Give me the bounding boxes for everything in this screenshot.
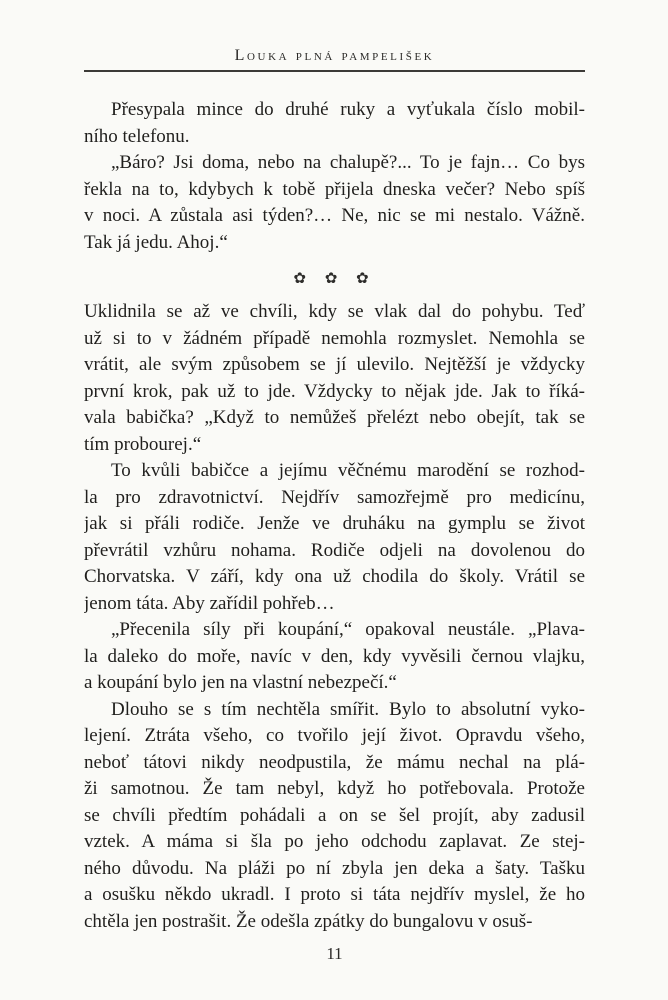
- florette-icon: ✿ ✿ ✿: [293, 269, 376, 287]
- text-line: a osušku někdo ukradl. I proto si táta nejdřív myslel, že ho: [84, 884, 585, 905]
- paragraph: [84, 150, 585, 256]
- text-line: vala babička? „Když to nemůžeš přelézt nebo obejít, tak se: [84, 407, 585, 428]
- paragraph: [84, 97, 585, 150]
- text-line: lejení. Ztráta všeho, co tvořilo její život. Opravdu všeho,: [84, 725, 585, 746]
- text-line: už si to v žádném případě nemohla rozmyslet. Nemohla se: [84, 327, 585, 349]
- text-line: Chorvatska. V září, kdy ona už chodila do školy. Vrátil se: [84, 566, 585, 587]
- text-line: jak si přáli rodiče. Jenže ve druháku na gymplu se život: [84, 513, 585, 534]
- running-header: Louka plná pampelišek: [234, 47, 435, 64]
- text-line: vrátit, ale svým způsobem se jí ulevilo. Nejtěžší je vždycky: [84, 354, 585, 375]
- text-line: „Báro? Jsi doma, nebo na chalupě?... To je fajn… Co bys: [111, 152, 585, 173]
- paragraph: [84, 697, 585, 936]
- text-line: „Přecenila síly při koupání,“ opakoval neustále. „Plava-: [111, 619, 585, 640]
- paragraph: [84, 299, 585, 458]
- text-line: převrátil vzhůru nohama. Rodiče odjeli na dovolenou do: [84, 539, 585, 561]
- header-rule: [84, 70, 585, 72]
- text-line: ži samotnou. Že tam nebyl, když ho potřebovala. Protože: [84, 778, 585, 799]
- text-line: Tak já jedu. Ahoj.“: [84, 231, 228, 253]
- paragraph: [84, 458, 585, 617]
- page-number: 11: [326, 944, 343, 963]
- text-line: první krok, pak už to jde. Vždycky to nějak jde. Jak to říká-: [84, 380, 585, 402]
- text-line: se chvíli předtím pohádali a on se šel projít, aby zadusil: [84, 804, 585, 826]
- text-line: tím probourej.“: [84, 433, 202, 455]
- text-line: v noci. A zůstala asi týden?… Ne, nic se mi nestalo. Vážně.: [84, 205, 585, 226]
- text-line: Uklidnila se až ve chvíli, kdy se vlak dal do pohybu. Teď: [84, 301, 585, 322]
- text-line: ného důvodu. Na pláži po ní zbyla jen deka a šaty. Tašku: [84, 857, 585, 879]
- text-line: neboť tátovi nikdy neodpustila, že mámu nechal na plá-: [84, 751, 585, 773]
- text-line: jenom táta. Aby zařídil pohřeb…: [84, 592, 335, 614]
- text-line: ního telefonu.: [84, 125, 190, 147]
- text-line: chtěla jen postrašit. Že odešla zpátky do bungalovu v osuš-: [84, 910, 533, 932]
- section-separator: [84, 256, 585, 299]
- text-line: Přesypala mince do druhé ruky a vyťukala číslo mobil-: [111, 99, 585, 120]
- body-text: [84, 97, 585, 935]
- text-line: a koupání bylo jen na vlastní nebezpečí.“: [84, 672, 397, 693]
- text-line: řekla na to, kdybych k tobě přijela dneska večer? Nebo spíš: [84, 178, 585, 200]
- text-line: To kvůli babičce a jejímu věčnému marodění se rozhod-: [111, 460, 585, 481]
- paragraph: [84, 617, 585, 697]
- text-line: Dlouho se s tím nechtěla smířit. Bylo to absolutní vyko-: [111, 698, 585, 720]
- text-line: la daleko do moře, navíc v den, kdy vyvěsili černou vlajku,: [84, 645, 585, 667]
- text-line: vztek. A máma si šla po jeho odchodu zaplavat. Ze stej-: [84, 831, 585, 852]
- text-line: la pro zdravotnictví. Nejdřív samozřejmě pro medicínu,: [84, 486, 585, 508]
